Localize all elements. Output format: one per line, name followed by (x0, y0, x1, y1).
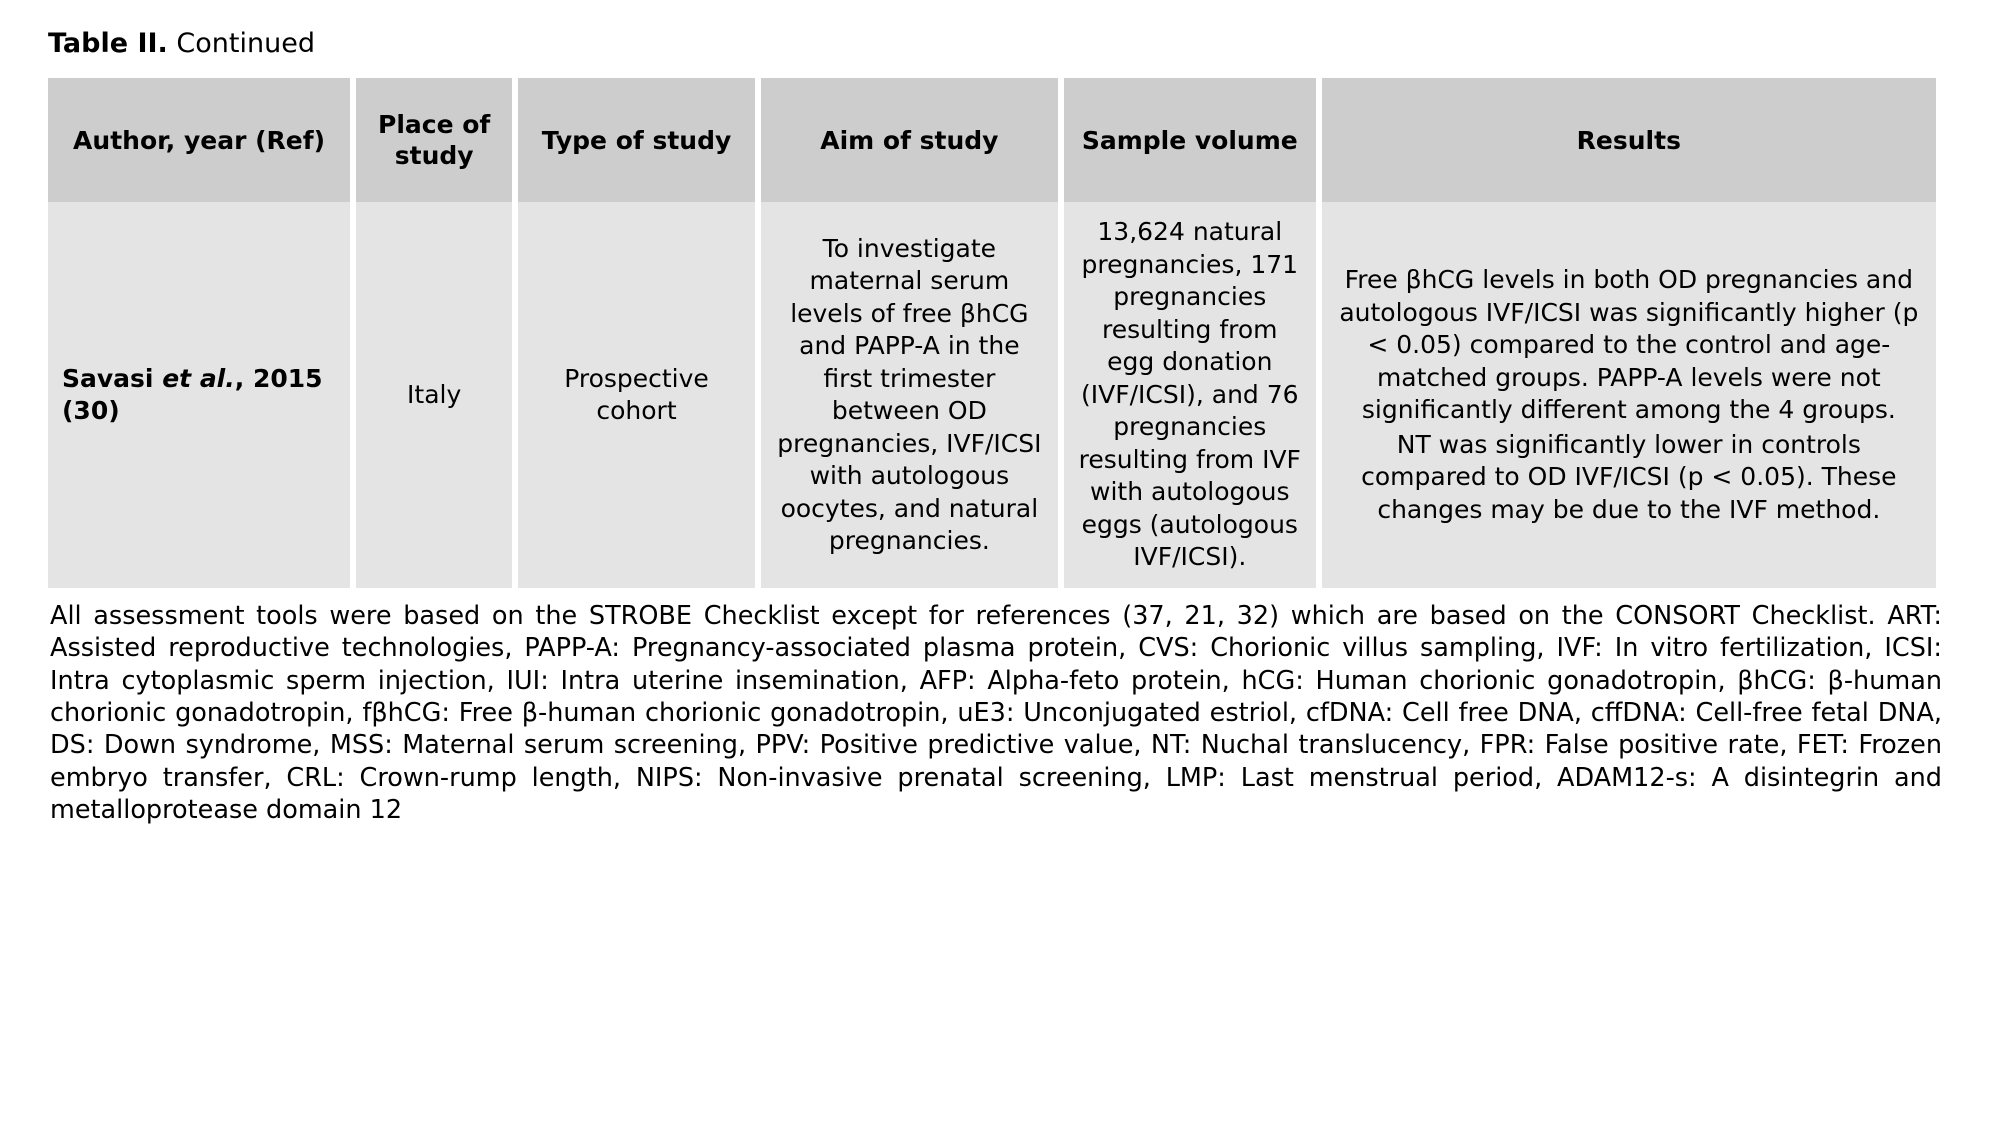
table-row (48, 202, 1936, 588)
cell-place: Italy (356, 202, 512, 588)
table-caption (48, 28, 1944, 60)
author-name: Savasi (62, 363, 163, 393)
cell-type: Prospective cohort (518, 202, 755, 588)
table-caption-text: Continued (176, 28, 315, 59)
column-header-place: Place of study (356, 78, 512, 202)
cell-results (1322, 202, 1936, 588)
column-header-author: Author, year (Ref) (48, 78, 350, 202)
cell-sample: 13,624 natural pregnancies, 171 pregnancies resulting from egg donation (IVF/ICSI), and 76 pregnancies resulting from IVF with autologous eggs (autologous IVF/ICSI). (1064, 202, 1316, 588)
author-year-ref: , 2015 (30) (62, 363, 323, 426)
table-body (48, 202, 1936, 588)
results-paragraph-2: NT was significantly lower in controls compared to OD IVF/ICSI (p < 0.05). These changes may be due to the IVF method. (1361, 429, 1897, 524)
study-table (42, 78, 1942, 588)
results-paragraph-1: Free βhCG levels in both OD pregnancies and autologous IVF/ICSI was significantly higher (p < 0.05) compared to the control and age-matched groups. PAPP-A levels were not significantly different among the 4 groups. (1339, 265, 1919, 425)
column-header-type: Type of study (518, 78, 755, 202)
column-header-sample: Sample volume (1064, 78, 1316, 202)
column-header-aim: Aim of study (761, 78, 1058, 202)
table-header-row (48, 78, 1936, 202)
table-caption-label: Table II. (48, 28, 168, 59)
table-footnote: All assessment tools were based on the STROBE Checklist except for references (37, 21, 32) which are based on the CONSORT Checklist. ART: Assisted reproductive technologies, PAPP-A: Pregnancy-associated plasma protein, CVS: Chorionic villus sampling, IVF: In vitro fertilization, ICSI: Intra cytoplasmic sperm injection, IUI: Intra uterine insemination, AFP: Alpha-feto protein, hCG: Human chorionic gonadotropin, βhCG: β-human chorionic gonadotropin, fβhCG: Free β-human chorionic gonadotropin, uE3: Unconjugated estriol, cfDNA: Cell free DNA, cffDNA: Cell-free fetal DNA, DS: Down syndrome, MSS: Maternal serum screening, PPV: Positive predictive value, NT: Nuchal translucency, FPR: False positive rate, FET: Frozen embryo transfer, CRL: Crown-rump length, NIPS: Non-invasive prenatal screening, LMP: Last menstrual period, ADAM12-s: A disintegrin and metalloprotease domain 12 (50, 600, 1942, 826)
cell-author (48, 202, 350, 588)
table-head (48, 78, 1936, 202)
author-etal: et al. (162, 363, 235, 393)
column-header-results: Results (1322, 78, 1936, 202)
cell-aim: To investigate maternal serum levels of free βhCG and PAPP-A in the first trimester between OD pregnancies, IVF/ICSI with autologous oocytes, and natural pregnancies. (761, 202, 1058, 588)
